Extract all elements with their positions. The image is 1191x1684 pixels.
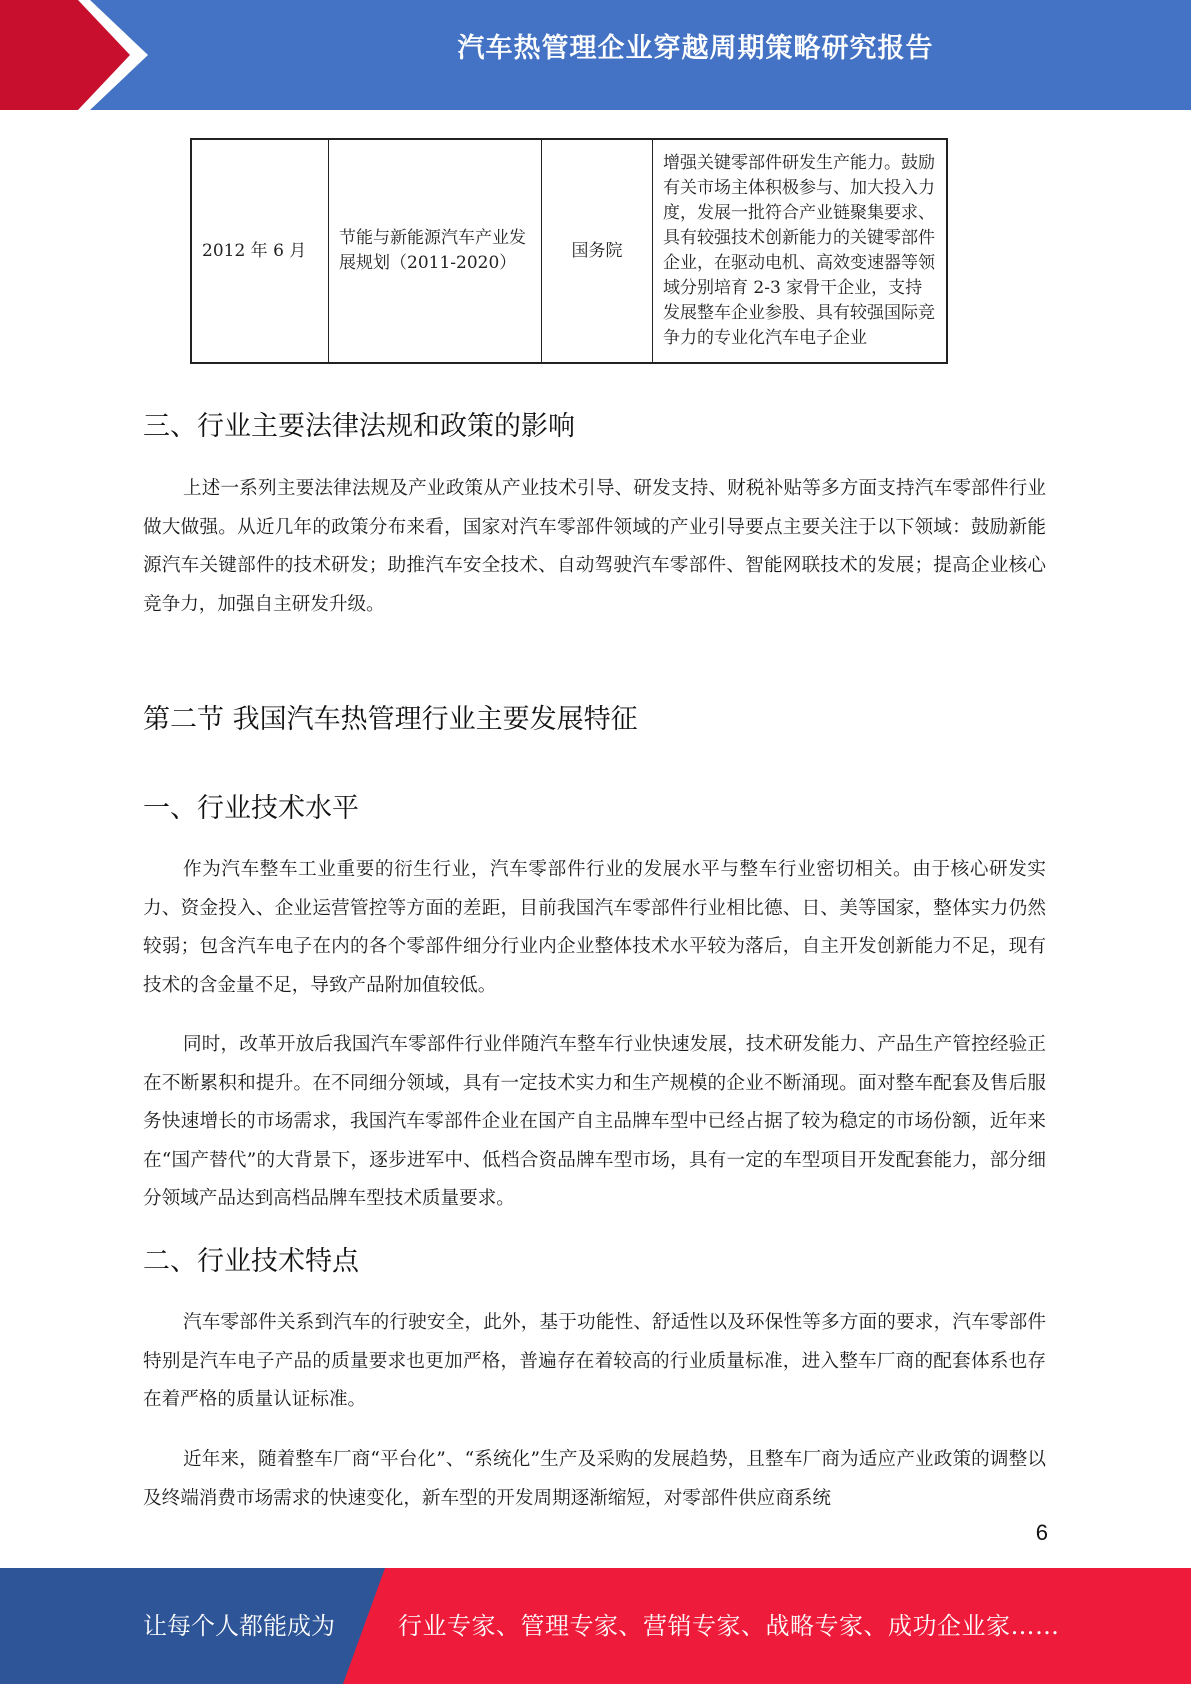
policy-table [190,138,948,364]
policy-name-cell: 节能与新能源汽车产业发展规划（2011-2020） [329,139,542,363]
section-heading-policy-impact: 三、行业主要法律法规和政策的影响 [143,411,575,442]
footer-slogan-right: 行业专家、管理专家、营销专家、战略专家、成功企业家…… [398,1612,1060,1640]
paragraph-policy-impact: 上述一系列主要法律法规及产业政策从产业技术引导、研发支持、财税补贴等多方面支持汽车零部件行业做大做强。从近几年的政策分布来看，国家对汽车零部件领域的产业引导要点主要关注于以下领域：鼓励新能源汽车关键部件的技术研发；助推汽车安全技术、自动驾驶汽车零部件、智能网联技术的发展；提高企业核心竞争力，加强自主研发升级。 [143,478,1046,615]
page-number: 6 [1035,1520,1048,1545]
table-row [191,139,947,363]
page-header [0,0,1191,110]
policy-table-container [190,138,948,364]
policy-desc-cell: 增强关键零部件研发生产能力。鼓励有关市场主体积极参与、加大投入力度，发展一批符合产业链聚集要求、具有较强技术创新能力的关键零部件企业，在驱动电机、高效变速器等领域分别培育 2-3 家骨干企业，支持发展整车企业参股、具有较强国际竞争力的专业化汽车电子企业 [653,139,948,363]
paragraph-tech-features-1: 汽车零部件关系到汽车的行驶安全，此外，基于功能性、舒适性以及环保性等多方面的要求，汽车零部件特别是汽车电子产品的质量要求也更加严格，普遍存在着较高的行业质量标准，进入整车厂商的配套体系也存在着严格的质量认证标准。 [143,1312,1046,1410]
policy-date-cell: 2012 年 6 月 [191,139,329,363]
paragraph-tech-level-1: 作为汽车整车工业重要的衍生行业，汽车零部件行业的发展水平与整车行业密切相关。由于核心研发实力、资金投入、企业运营管控等方面的差距，目前我国汽车零部件行业相比德、日、美等国家，整体实力仍然较弱；包含汽车电子在内的各个零部件细分行业内企业整体技术水平较为落后，自主开发创新能力不足，现有技术的含金量不足，导致产品附加值较低。 [143,859,1046,996]
policy-dept-cell: 国务院 [542,139,653,363]
report-title: 汽车热管理企业穿越周期策略研究报告 [457,33,934,64]
footer-slogan-left: 让每个人都能成为 [143,1612,335,1640]
paragraph-tech-level-2: 同时，改革开放后我国汽车零部件行业伴随汽车整车行业快速发展，技术研发能力、产品生产管控经验正在不断累积和提升。在不同细分领域，具有一定技术实力和生产规模的企业不断涌现。面对整车配套及售后服务快速增长的市场需求，我国汽车零部件企业在国产自主品牌车型中已经占据了较为稳定的市场份额，近年来在“国产替代”的大背景下，逐步进军中、低档合资品牌车型市场，具有一定的车型项目开发配套能力，部分细分领域产品达到高档品牌车型技术质量要求。 [143,1034,1046,1209]
chapter-heading-section-2: 第二节 我国汽车热管理行业主要发展特征 [143,704,638,735]
section-heading-tech-level: 一、行业技术水平 [143,793,359,824]
section-heading-tech-features: 二、行业技术特点 [143,1246,359,1277]
paragraph-tech-features-2: 近年来，随着整车厂商“平台化”、“系统化”生产及采购的发展趋势，且整车厂商为适应产业政策的调整以及终端消费市场需求的快速变化，新车型的开发周期逐渐缩短，对零部件供应商系统 [143,1449,1046,1509]
page-footer [0,1568,1191,1684]
